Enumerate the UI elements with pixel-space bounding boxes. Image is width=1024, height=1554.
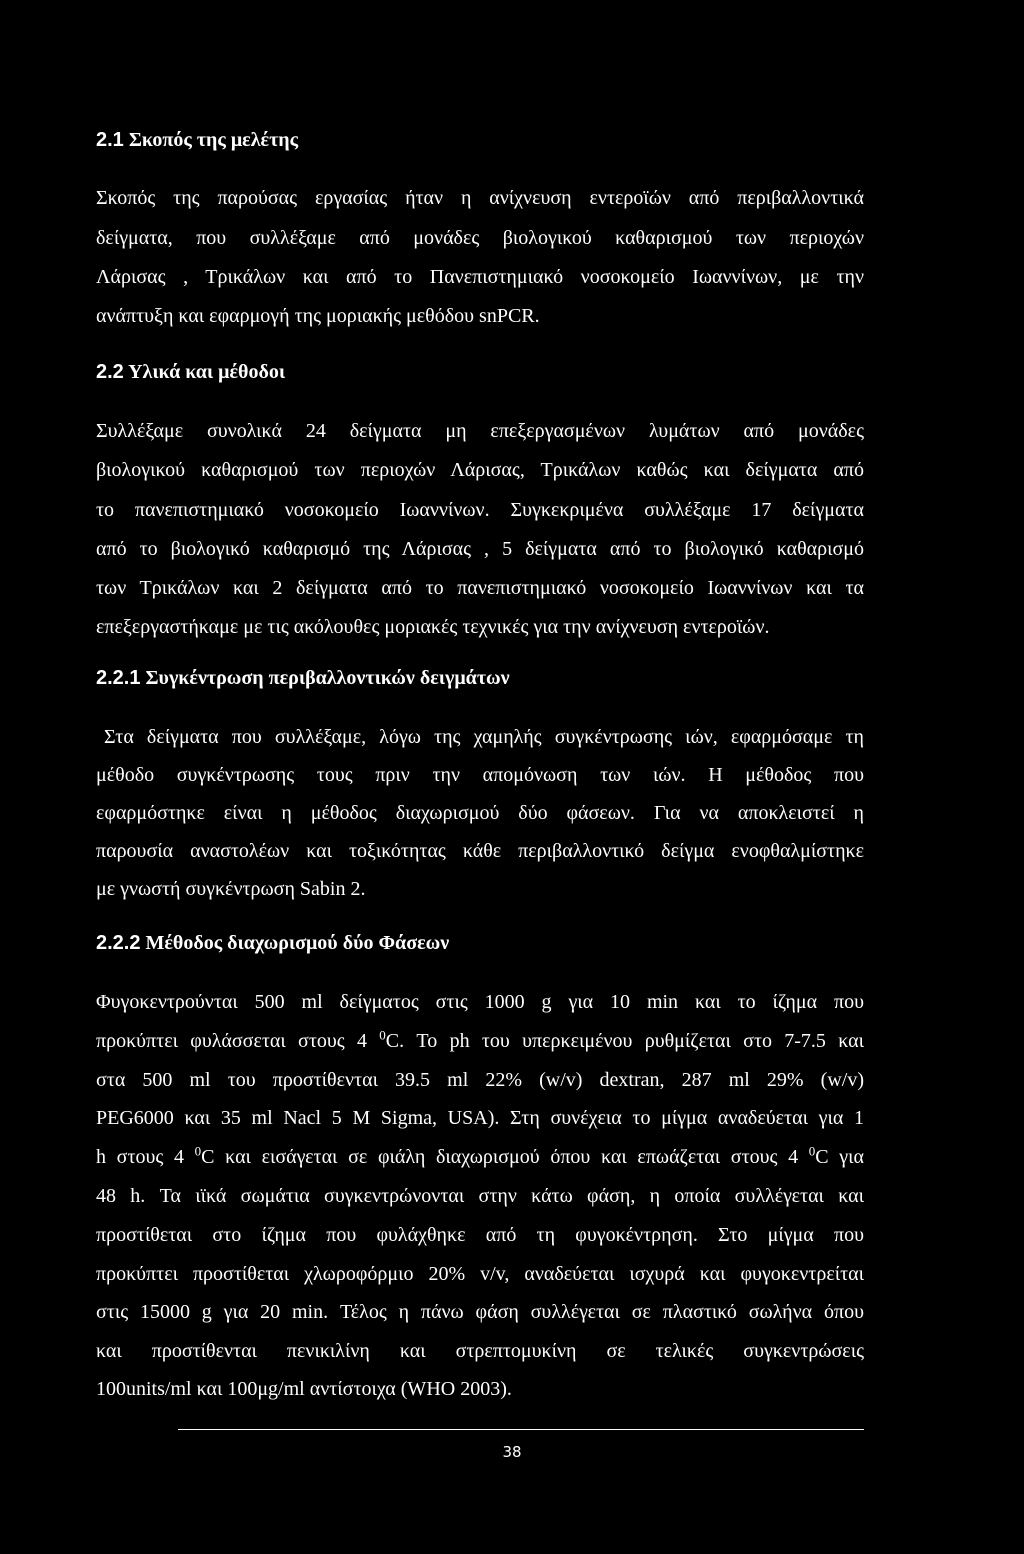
paragraph-line: Σκοπός της παρούσας εργασίας ήταν η ανίχνευση εντεροϊών από περιβαλλοντικά xyxy=(96,187,864,209)
paragraph-line: Συλλέξαμε συνολικά 24 δείγματα μη επεξεργασμένων λυμάτων από μονάδες xyxy=(96,420,864,442)
paragraph-line: προστίθεται στο ίζημα που φυλάχθηκε από τη φυγοκέντρηση. Στο μίγμα που xyxy=(96,1224,864,1246)
paragraph-line: Στα δείγματα που συλλέξαμε, λόγω της χαμηλής συγκέντρωσης ιών, εφαρμόσαμε τη xyxy=(104,726,864,748)
section-heading-2-2 xyxy=(96,360,864,384)
paragraph-line: μέθοδο συγκέντρωσης τους πριν την απομόνωση των ιών. Η μέθοδος που xyxy=(96,764,864,786)
paragraph-line: προκύπτει προστίθεται χλωροφόρμιο 20% v/v, αναδεύεται ισχυρά και φυγοκεντρείται xyxy=(96,1263,864,1285)
section-title: Υλικά και μέθοδοι xyxy=(128,361,286,383)
text-run: C και εισάγεται σε φιάλη διαχωρισμού όπου και επωάζεται στους 4 xyxy=(201,1146,809,1168)
paragraph-line: το πανεπιστημιακό νοσοκομείο Ιωαννίνων. Συγκεκριμένα συλλέξαμε 17 δείγματα xyxy=(96,499,864,521)
section-heading-2-1 xyxy=(96,128,864,152)
superscript: 0 xyxy=(379,1027,386,1043)
paragraph-line: στα 500 ml του προστίθενται 39.5 ml 22% (w/v) dextran, 287 ml 29% (w/v) xyxy=(96,1069,864,1091)
paragraph-line: 48 h. Τα ιϊκά σωμάτια συγκεντρώνονται στην κάτω φάση, η οποία συλλέγεται και xyxy=(96,1185,864,1207)
paragraph-line: και προστίθενται πενικιλίνη και στρεπτομυκίνη σε τελικές συγκεντρώσεις xyxy=(96,1340,864,1362)
section-number: 2.2 xyxy=(96,361,124,383)
text-run: προκύπτει φυλάσσεται στους 4 xyxy=(96,1030,380,1052)
section-number: 2.2.1 xyxy=(96,667,141,689)
section-number: 2.1 xyxy=(96,129,124,151)
paragraph-line: ανάπτυξη και εφαρμογή της μοριακής μεθόδου snPCR. xyxy=(96,305,540,327)
paragraph-line: από το βιολογικό καθαρισμό της Λάρισας , 5 δείγματα από το βιολογικό καθαρισμό xyxy=(96,538,864,560)
footer-rule xyxy=(178,1429,864,1430)
paragraph-line: βιολογικού καθαρισμού των περιοχών Λάρισας, Τρικάλων καθώς και δείγματα από xyxy=(96,459,864,481)
paragraph-line: PEG6000 και 35 ml Nacl 5 M Sigma, USA). Στη συνέχεια το μίγμα αναδεύεται για 1 xyxy=(96,1107,864,1129)
section-title: Συγκέντρωση περιβαλλοντικών δειγμάτων xyxy=(145,667,510,689)
paragraph-line: με γνωστή συγκέντρωση Sabin 2. xyxy=(96,878,366,900)
section-number: 2.2.2 xyxy=(96,932,141,954)
text-run: C για xyxy=(815,1146,865,1168)
text-run: h στους 4 xyxy=(96,1146,195,1168)
section-heading-2-2-1 xyxy=(96,666,864,690)
text-run: C. Το ph του υπερκειμένου ρυθμίζεται στο 7-7.5 και xyxy=(385,1030,864,1052)
superscript: 0 xyxy=(808,1143,816,1159)
superscript: 0 xyxy=(194,1143,202,1159)
paragraph-line: παρουσία αναστολέων και τοξικότητας κάθε περιβαλλοντικό δείγμα ενοφθαλμίστηκε xyxy=(96,840,864,862)
paragraph-line: δείγματα, που συλλέξαμε από μονάδες βιολογικού καθαρισμού των περιοχών xyxy=(96,227,864,249)
paragraph-line xyxy=(96,1145,864,1169)
paragraph-line: επεξεργαστήκαμε με τις ακόλουθες μοριακές τεχνικές για την ανίχνευση εντεροϊών. xyxy=(96,616,770,638)
paragraph-line: των Τρικάλων και 2 δείγματα από το πανεπιστημιακό νοσοκομείο Ιωαννίνων και τα xyxy=(96,577,864,599)
paragraph-line: εφαρμόστηκε είναι η μέθοδος διαχωρισμού δύο φάσεων. Για να αποκλειστεί η xyxy=(96,802,864,824)
paragraph-line: 100units/ml και 100μg/ml αντίστοιχα (WHO 2003). xyxy=(96,1378,512,1400)
paragraph-line xyxy=(96,1029,864,1053)
paragraph-line: στις 15000 g για 20 min. Τέλος η πάνω φάση συλλέγεται σε πλαστικό σωλήνα όπου xyxy=(96,1301,864,1323)
section-heading-2-2-2 xyxy=(96,931,864,955)
section-title: Μέθοδος διαχωρισμού δύο Φάσεων xyxy=(145,932,450,954)
page-number: 38 xyxy=(502,1443,522,1461)
paragraph-line: Λάρισας , Τρικάλων και από το Πανεπιστημιακό νοσοκομείο Ιωαννίνων, με την xyxy=(96,266,864,288)
section-title: Σκοπός της μελέτης xyxy=(128,129,299,151)
paragraph-line: Φυγοκεντρούνται 500 ml δείγματος στις 1000 g για 10 min και το ίζημα που xyxy=(96,991,864,1013)
